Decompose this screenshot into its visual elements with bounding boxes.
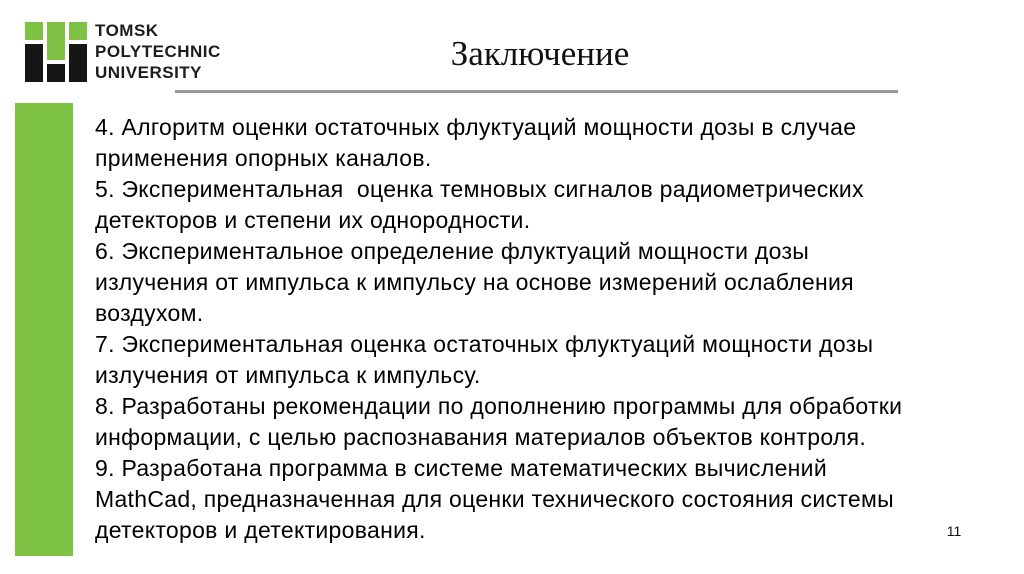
conclusion-item-5	[95, 174, 1004, 236]
body-line: излучения от импульса к импульсу.	[95, 362, 481, 388]
logo-wordmark-line: TOMSK	[95, 21, 159, 40]
conclusion-item-6	[95, 236, 1004, 329]
logo-black-block	[25, 44, 43, 82]
body-line: детекторов и степени их однородности.	[95, 207, 531, 233]
body-line: MathCad, предназначенная для оценки технического состояния системы	[95, 486, 894, 512]
body-line: 6. Экспериментальное определение флуктуаций мощности дозы	[95, 238, 810, 264]
body-line: детекторов и детектирования.	[95, 517, 426, 543]
body-line: излучения от импульса к импульсу на основе измерений ослабления	[95, 269, 854, 295]
conclusion-item-4	[95, 112, 1004, 174]
slide-body	[95, 112, 1004, 546]
body-line: применения опорных каналов.	[95, 145, 432, 171]
page-number: 11	[946, 523, 962, 539]
body-line: 5. Экспериментальная оценка темновых сигналов радиометрических	[95, 176, 864, 202]
slide-title: Заключение	[450, 34, 630, 73]
body-line: 9. Разработана программа в системе математических вычислений	[95, 455, 827, 481]
body-line: 8. Разработаны рекомендации по дополнению программы для обработки	[95, 393, 903, 419]
body-line: 4. Алгоритм оценки остаточных флуктуаций мощности дозы в случае	[95, 114, 857, 140]
conclusion-item-9	[95, 453, 1004, 546]
conclusion-item-8	[95, 391, 1004, 453]
logo-green-block	[25, 22, 43, 40]
title-underline	[175, 90, 898, 93]
logo-wordmark-line: UNIVERSITY	[95, 63, 203, 82]
body-line: воздухом.	[95, 300, 204, 326]
logo-wordmark-line: POLYTECHNIC	[95, 42, 221, 61]
body-line: информации, с целью распознавания материалов объектов контроля.	[95, 424, 867, 450]
logo-column	[25, 22, 43, 82]
body-line: 7. Экспериментальная оценка остаточных флуктуаций мощности дозы	[95, 331, 874, 357]
accent-bar	[15, 103, 73, 556]
conclusion-item-7	[95, 329, 1004, 391]
